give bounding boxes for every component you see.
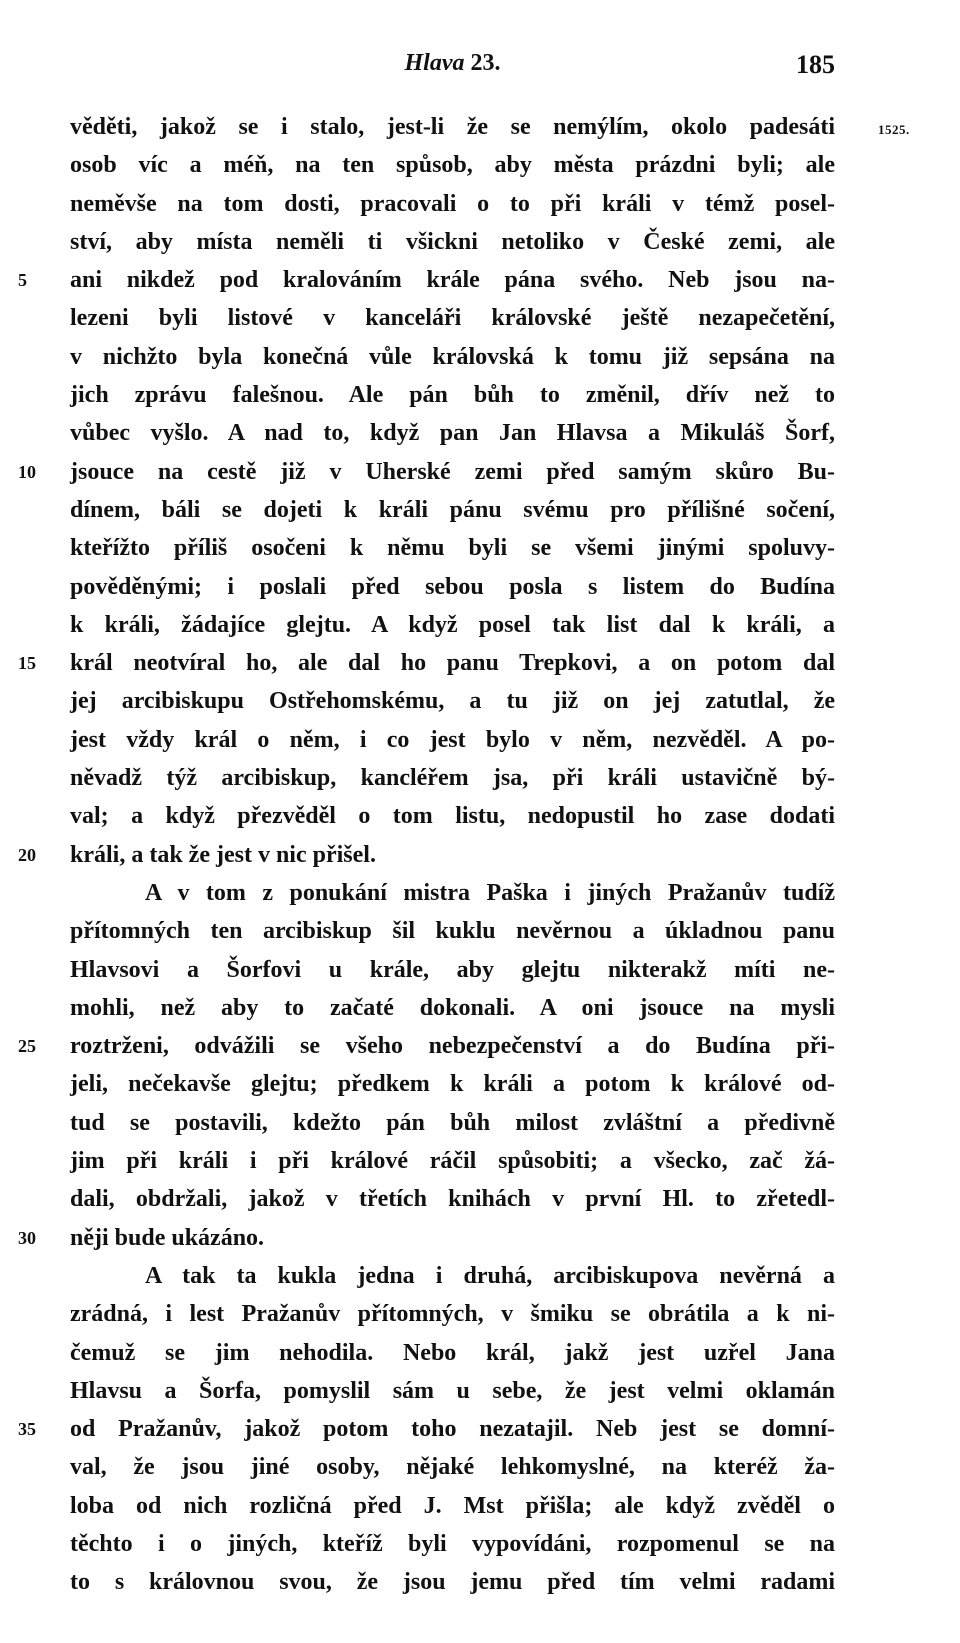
text-line <box>18 261 835 299</box>
text-line: lezeni byli listové v kanceláři královské ještě nezapečetění, <box>70 305 835 332</box>
chapter-number: 23. <box>470 50 501 76</box>
text-line: Hlavsu a Šorfa, pomyslil sám u sebe, že jest velmi oklamán <box>70 1377 835 1404</box>
text-line <box>18 836 835 874</box>
text-line: dali, obdržali, jakož v třetích knihách v první Hl. to zřetedl- <box>70 1186 835 1213</box>
text-line: k králi, žádajíce glejtu. A když posel tak list dal k králi, a <box>70 611 835 638</box>
line-number: 35 <box>18 1419 36 1440</box>
line-text: král neotvíral ho, ale dal ho panu Trepkovi, a on potom dal <box>70 650 835 677</box>
text-line: zrádná, i lest Pražanův přítomných, v šmiku se obrátila a k ni- <box>70 1301 835 1328</box>
line-number: 30 <box>18 1227 36 1248</box>
text-line: Hlavsovi a Šorfovi u krále, aby glejtu nikterakž míti ne- <box>70 956 835 983</box>
text-line: jeli, nečekavše glejtu; předkem k králi a potom k králové od- <box>70 1071 835 1098</box>
text-line: pověděnými; i poslali před sebou posla s listem do Budína <box>70 573 835 600</box>
text-line: jej arcibiskupu Ostřehomskému, a tu již on jej zatutlal, že <box>70 688 835 715</box>
running-header <box>70 50 835 90</box>
page-number: 185 <box>796 50 835 79</box>
line-number: 20 <box>18 844 36 865</box>
text-line: něvadž týž arcibiskup, kancléřem jsa, při králi ustavičně bý- <box>70 765 835 792</box>
text-line: jim při králi i při králové ráčil spůsobiti; a všecko, zač žá- <box>70 1148 835 1175</box>
text-line: mohli, než aby to začaté dokonali. A oni jsouce na mysli <box>70 994 835 1021</box>
line-number: 10 <box>18 461 36 482</box>
paragraph-first-line: A v tom z ponukání mistra Paška i jiných Pražanův tudíž <box>145 879 835 906</box>
chapter-heading <box>70 50 835 77</box>
text-line: loba od nich rozličná před J. Mst přišla; ale když zvěděl o <box>70 1492 835 1519</box>
line-text: něji bude ukázáno. <box>70 1224 265 1251</box>
line-number: 5 <box>18 270 27 291</box>
body-text <box>18 108 835 1602</box>
text-line: kteřížto příliš osočeni k němu byli se všemi jinými spoluvy- <box>70 535 835 562</box>
text-line: těchto i o jiných, kteříž byli vypovídáni, rozpomenul se na <box>70 1530 835 1557</box>
margin-year-note: 1525. <box>878 122 910 137</box>
text-line: vůbec vyšlo. A nad to, když pan Jan Hlavsa a Mikuláš Šorf, <box>70 420 835 447</box>
text-line: v nichžto byla konečná vůle královská k tomu již sepsána na <box>70 343 835 370</box>
text-line <box>18 453 835 491</box>
line-text: roztrženi, odvážili se všeho nebezpečenství a do Budína při- <box>70 1033 835 1060</box>
line-text: králi, a tak že jest v nic přišel. <box>70 841 376 868</box>
text-line: ství, aby místa neměli ti všickni netoliko v České zemi, ale <box>70 228 835 255</box>
line-text: ani nikdež pod kralováním krále pána svého. Neb jsou na- <box>70 267 835 294</box>
line-number: 25 <box>18 1036 36 1057</box>
paragraph-first-line: A tak ta kukla jedna i druhá, arcibiskupova nevěrná a <box>145 1262 835 1289</box>
text-line: neměvše na tom dosti, pracovali o to při králi v témž posel- <box>70 190 835 217</box>
line-number: 15 <box>18 653 36 674</box>
line-text: jsouce na cestě již v Uherské zemi před samým skůro Bu- <box>70 458 835 485</box>
text-line: osob víc a méň, na ten spůsob, aby města prázdni byli; ale <box>70 152 835 179</box>
text-line: přítomných ten arcibiskup šil kuklu nevěrnou a úkladnou panu <box>70 918 835 945</box>
text-line <box>18 1027 835 1065</box>
line-text: od Pražanův, jakož potom toho nezatajil. Neb jest se domní- <box>70 1416 835 1443</box>
text-line <box>18 1219 835 1257</box>
text-line: val, že jsou jiné osoby, nějaké lehkomyslné, na kteréž ža- <box>70 1454 835 1481</box>
text-line: jich zprávu falešnou. Ale pán bůh to změnil, dřív než to <box>70 382 835 409</box>
chapter-word: Hlava <box>404 50 465 76</box>
text-line <box>18 644 835 682</box>
text-line: jest vždy král o něm, i co jest bylo v něm, nezvěděl. A po- <box>70 726 835 753</box>
text-line: to s královnou svou, že jsou jemu před tím velmi radami <box>70 1569 835 1596</box>
text-line: dínem, báli se dojeti k králi pánu svému pro přílišné sočení, <box>70 496 835 523</box>
text-line: věděti, jakož se i stalo, jest-li že se nemýlím, okolo padesáti <box>70 114 835 140</box>
text-line: čemuž se jim nehodila. Nebo král, jakž jest uzřel Jana <box>70 1339 835 1366</box>
text-line: val; a když přezvěděl o tom listu, nedopustil ho zase dodati <box>70 803 835 830</box>
text-line <box>18 1410 835 1448</box>
text-line: tud se postavili, kdežto pán bůh milost zvláštní a předivně <box>70 1109 835 1136</box>
